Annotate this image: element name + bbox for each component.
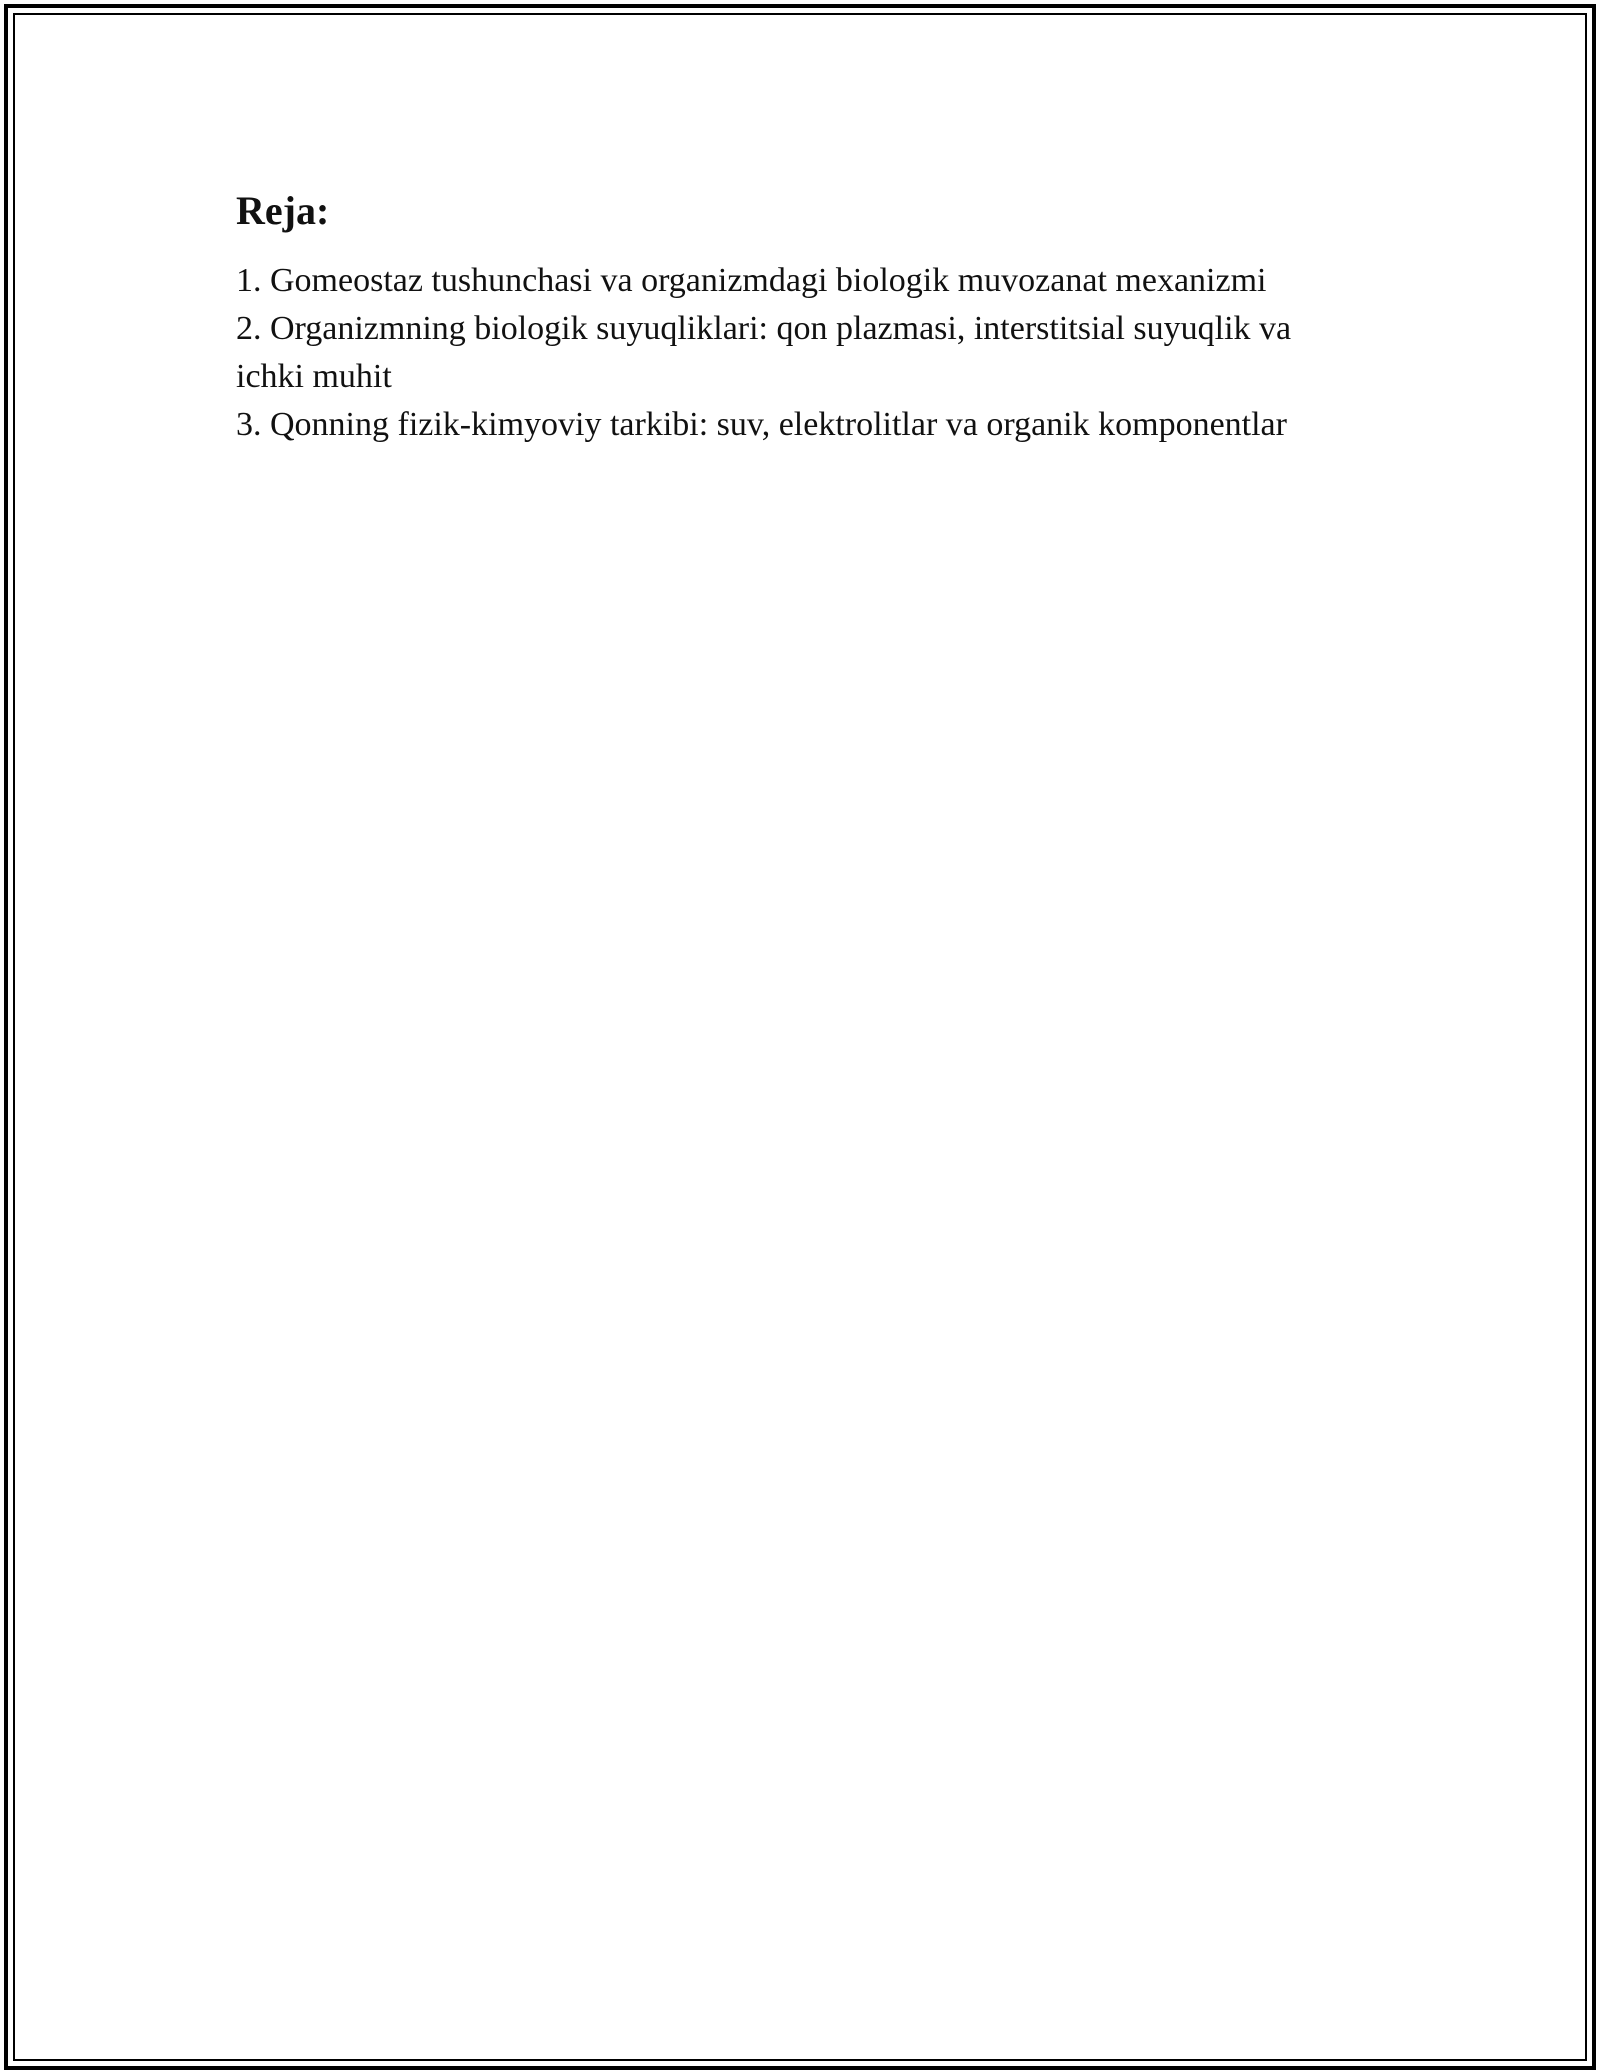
- page-content: [236, 183, 1366, 449]
- plan-item-3: 3. Qonning fizik-kimyoviy tarkibi: suv, elektrolitlar va organik komponentlar: [236, 406, 1287, 443]
- plan-heading: Reja:: [236, 188, 330, 233]
- plan-item-1: 1. Gomeostaz tushunchasi va organizmdagi biologik muvozanat mexanizmi: [236, 262, 1267, 299]
- plan-list: [236, 257, 1366, 449]
- plan-item-2: 2. Organizmning biologik suyuqliklari: qon plazmasi, interstitsial suyuqlik va ichki muhit: [236, 310, 1292, 395]
